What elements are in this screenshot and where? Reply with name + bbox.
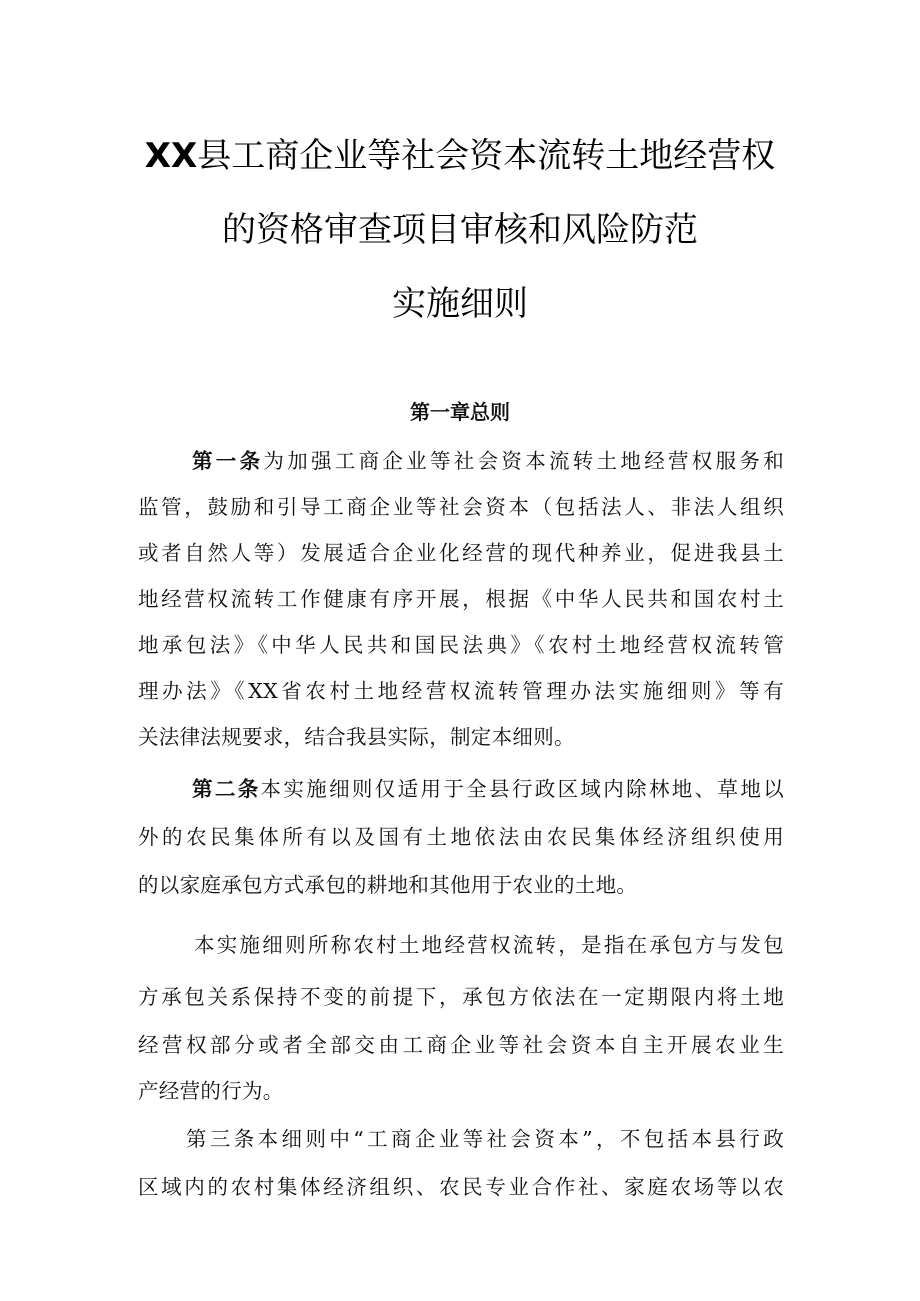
article-2-line-1-text: 本实施细则仅适用于全县行政区域内除林地、草地以 — [260, 777, 784, 801]
document-title-line-1 — [0, 136, 920, 176]
article-1-line-1 — [192, 446, 784, 476]
article-2-line-3: 的以家庭承包方式承包的耕地和其他用于农业的土地。 — [138, 873, 638, 897]
article-2-line-2: 外的农民集体所有以及国有土地依法由农民集体经济组织使用 — [138, 825, 784, 849]
article-1-line-2: 监管，鼓励和引导工商企业等社会资本（包括法人、非法人组织 — [138, 495, 784, 519]
article-3-line-1: 第三条本细则中“工商企业等社会资本”，不包括本县行政 — [186, 1127, 784, 1151]
article-1-label: 第一条 — [192, 449, 264, 473]
definition-line-1: 本实施细则所称农村土地经营权流转，是指在承包方与发包 — [194, 933, 784, 957]
article-3-line-2: 区域内的农村集体经济组织、农民专业合作社、家庭农场等以农 — [138, 1175, 784, 1199]
article-1-line-1-text: 为加强工商企业等社会资本流转土地经营权服务和 — [263, 449, 784, 473]
title-county-placeholder: XX — [144, 136, 198, 176]
document-title-line-3: 实施细则 — [392, 284, 528, 324]
document-title-line-2: 的资格审查项目审核和风险防范 — [222, 210, 698, 250]
article-1-line-4: 地经营权流转工作健康有序开展，根据《中华人民共和国农村土 — [138, 587, 784, 611]
article-1-line-7: 关法律法规要求，结合我县实际，制定本细则。 — [138, 725, 575, 749]
definition-line-4: 产经营的行为。 — [138, 1079, 284, 1103]
definition-line-3: 经营权部分或者全部交由工商企业等社会资本自主开展农业生 — [138, 1033, 784, 1057]
article-2-label: 第二条 — [192, 777, 261, 801]
chapter-heading: 第一章总则 — [410, 400, 510, 424]
article-2-line-1 — [192, 774, 784, 804]
article-1-line-3: 或者自然人等）发展适合企业化经营的现代种养业，促进我县土 — [138, 541, 784, 565]
article-1-line-6: 理办法》《XX省农村土地经营权流转管理办法实施细则》等有 — [138, 679, 784, 703]
title-line-1-text: 县工商企业等社会资本流转土地经营权 — [197, 136, 776, 176]
article-1-line-5: 地承包法》《中华人民共和国民法典》《农村土地经营权流转管 — [138, 633, 784, 657]
definition-line-2: 方承包关系保持不变的前提下，承包方依法在一定期限内将土地 — [138, 985, 784, 1009]
